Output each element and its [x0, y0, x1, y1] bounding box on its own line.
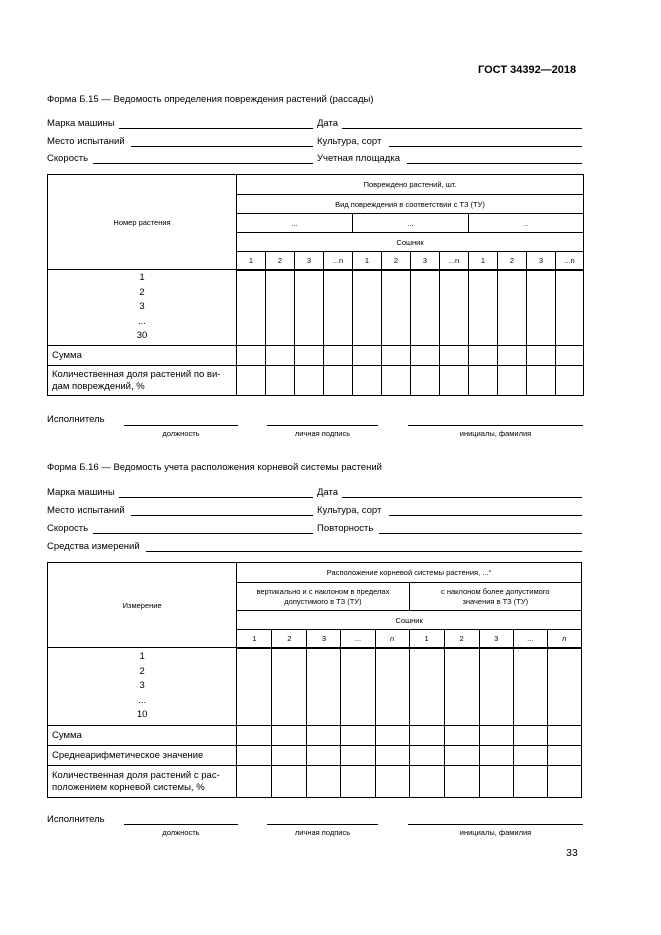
executor16-signature-caption: личная подпись — [294, 828, 351, 837]
executor15-position-caption: должность — [162, 429, 200, 438]
form15-coulter-num: 3 — [527, 252, 556, 270]
data-cell[interactable] — [479, 766, 513, 798]
form16-table — [47, 562, 582, 798]
form16-col-measurement: Измерение — [48, 563, 237, 648]
data-cell[interactable] — [237, 746, 272, 766]
data-cell[interactable] — [479, 648, 513, 726]
form15-plot-label: Учетная площадка — [317, 153, 400, 164]
form15-row-numbers — [48, 270, 237, 346]
form15-coulter-header: Сошник — [237, 233, 584, 252]
form16-coulter-num: 1 — [237, 630, 272, 648]
data-cell[interactable] — [272, 648, 307, 726]
form15-group-3: .. — [469, 214, 584, 233]
form16-coulter-num: ... — [341, 630, 375, 648]
data-cell[interactable] — [440, 366, 469, 396]
data-cell[interactable] — [341, 726, 375, 746]
data-cell[interactable] — [513, 726, 547, 746]
data-cell[interactable] — [295, 346, 324, 366]
data-cell[interactable] — [341, 766, 375, 798]
data-cell[interactable] — [307, 726, 341, 746]
data-cell[interactable] — [353, 270, 382, 346]
data-cell[interactable] — [409, 766, 444, 798]
form15-group-1: ... — [237, 214, 353, 233]
row-number: 30 — [136, 330, 148, 342]
form16-coulter-num: n — [547, 630, 581, 648]
data-cell[interactable] — [409, 648, 444, 726]
form15-group-2: ... — [353, 214, 469, 233]
data-cell[interactable] — [411, 366, 440, 396]
form15-damaged-header: Повреждено растений, шт. — [237, 175, 584, 195]
executor16-name-field[interactable] — [408, 824, 583, 825]
data-cell[interactable] — [375, 746, 409, 766]
data-cell[interactable] — [479, 726, 513, 746]
form15-sum-label: Сумма — [48, 346, 237, 366]
data-cell[interactable] — [295, 270, 324, 346]
executor15-name-field[interactable] — [408, 425, 583, 426]
form16-coulter-num: n — [375, 630, 409, 648]
form15-plot-field[interactable] — [407, 163, 582, 164]
data-cell[interactable] — [266, 366, 295, 396]
form15-machine-label: Марка машины — [47, 118, 115, 129]
form16-speed-label: Скорость — [47, 523, 89, 534]
executor15-position-field[interactable] — [124, 425, 238, 426]
data-cell[interactable] — [527, 346, 556, 366]
form16-place-label: Место испытаний — [47, 505, 125, 516]
form15-coulter-num: 2 — [266, 252, 295, 270]
data-cell[interactable] — [556, 366, 584, 396]
data-cell[interactable] — [266, 346, 295, 366]
form16-instruments-label: Средства измерений — [47, 541, 140, 552]
form15-coulter-num: 2 — [382, 252, 411, 270]
data-cell[interactable] — [375, 766, 409, 798]
data-cell[interactable] — [409, 726, 444, 746]
form16-group-b: с наклоном более допустимого значения в ТЗ (ТУ) — [409, 583, 581, 611]
row-number: 1 — [139, 651, 145, 663]
data-cell[interactable] — [237, 270, 266, 346]
data-cell[interactable] — [556, 270, 584, 346]
form16-machine-label: Марка машины — [47, 487, 115, 498]
data-cell[interactable] — [498, 270, 527, 346]
data-cell[interactable] — [353, 366, 382, 396]
row-number: 3 — [139, 301, 145, 313]
form15-crop-label: Культура, сорт — [317, 136, 382, 147]
data-cell[interactable] — [237, 366, 266, 396]
form15-executor-label: Исполнитель — [47, 414, 105, 425]
form16-executor-label: Исполнитель — [47, 814, 105, 825]
form16-crop-field[interactable] — [389, 515, 582, 516]
form16-repeat-field[interactable] — [379, 533, 582, 534]
executor16-position-field[interactable] — [124, 824, 238, 825]
row-number: ... — [138, 694, 147, 706]
data-cell[interactable] — [382, 366, 411, 396]
form15-crop-field[interactable] — [389, 146, 582, 147]
data-cell[interactable] — [498, 346, 527, 366]
form16-instruments-field[interactable] — [146, 551, 582, 552]
standard-number: ГОСТ 34392—2018 — [478, 64, 577, 76]
executor16-signature-field[interactable] — [267, 824, 378, 825]
form16-speed-field[interactable] — [93, 533, 313, 534]
form16-date-label: Дата — [317, 487, 339, 498]
data-cell[interactable] — [479, 746, 513, 766]
data-cell[interactable] — [324, 366, 353, 396]
row-number: 10 — [136, 709, 148, 721]
data-cell[interactable] — [469, 346, 498, 366]
data-cell[interactable] — [266, 270, 295, 346]
data-cell[interactable] — [444, 766, 479, 798]
form16-location-header: Расположение корневой системы растения, ...° — [237, 563, 582, 583]
data-cell[interactable] — [444, 726, 479, 746]
form16-coulter-num: 3 — [307, 630, 341, 648]
data-cell[interactable] — [411, 270, 440, 346]
executor16-position-caption: должность — [162, 828, 200, 837]
row-number: ... — [138, 315, 146, 327]
data-cell[interactable] — [444, 746, 479, 766]
form15-speed-label: Скорость — [47, 153, 89, 164]
form15-damage-type-header: Вид повреждения в соответствии с ТЗ (ТУ) — [237, 195, 584, 214]
data-cell[interactable] — [547, 746, 581, 766]
form16-coulter-num: 2 — [444, 630, 479, 648]
data-cell[interactable] — [341, 648, 375, 726]
executor15-signature-field[interactable] — [267, 425, 378, 426]
form15-coulter-num: 1 — [237, 252, 266, 270]
data-cell[interactable] — [411, 346, 440, 366]
data-cell[interactable] — [440, 346, 469, 366]
data-cell[interactable] — [409, 746, 444, 766]
form16-coulter-num: 3 — [479, 630, 513, 648]
form15-col-plant-number: Номер растения — [48, 175, 237, 270]
form16-coulter-header: Сошник — [237, 611, 582, 630]
data-cell[interactable] — [513, 766, 547, 798]
data-cell[interactable] — [375, 648, 409, 726]
page-number: 33 — [566, 847, 578, 859]
data-cell[interactable] — [375, 726, 409, 746]
data-cell[interactable] — [382, 270, 411, 346]
data-cell[interactable] — [324, 270, 353, 346]
data-cell[interactable] — [324, 346, 353, 366]
form16-date-field[interactable] — [342, 497, 582, 498]
form15-coulter-num: 1 — [469, 252, 498, 270]
row-number: 1 — [139, 272, 145, 284]
data-cell[interactable] — [547, 766, 581, 798]
form15-coulter-num: ...n — [440, 252, 469, 270]
form16-row-numbers — [48, 648, 237, 726]
form15-date-field[interactable] — [342, 128, 582, 129]
data-cell[interactable] — [307, 648, 341, 726]
data-cell[interactable] — [527, 270, 556, 346]
data-cell[interactable] — [547, 726, 581, 746]
form15-table — [47, 174, 584, 396]
data-cell[interactable] — [307, 766, 341, 798]
form15-share-label: Количественная доля растений по ви- дам повреждений, % — [48, 366, 237, 396]
form16-mean-label: Среднеарифметическое значение — [48, 746, 237, 766]
executor15-signature-caption: личная подпись — [294, 429, 351, 438]
data-cell[interactable] — [382, 346, 411, 366]
data-cell[interactable] — [237, 766, 272, 798]
form16-coulter-num: 2 — [272, 630, 307, 648]
form15-machine-field[interactable] — [119, 128, 313, 129]
form15-coulter-num: ...n — [556, 252, 584, 270]
data-cell[interactable] — [556, 346, 584, 366]
form16-sum-label: Сумма — [48, 726, 237, 746]
data-cell[interactable] — [237, 726, 272, 746]
data-cell[interactable] — [237, 648, 272, 726]
form16-crop-label: Культура, сорт — [317, 505, 382, 516]
row-number: 2 — [139, 665, 145, 677]
form15-coulter-num: 1 — [353, 252, 382, 270]
form16-title: Форма Б.16 — Ведомость учета расположения корневой системы растений — [47, 462, 382, 473]
executor16-name-caption: инициалы, фамилия — [459, 828, 532, 837]
data-cell[interactable] — [272, 746, 307, 766]
form15-date-label: Дата — [317, 118, 339, 129]
form16-coulter-num: 1 — [409, 630, 444, 648]
form16-coulter-num: ... — [513, 630, 547, 648]
executor15-name-caption: инициалы, фамилия — [459, 429, 532, 438]
form15-place-label: Место испытаний — [47, 136, 125, 147]
data-cell[interactable] — [295, 366, 324, 396]
row-number: 2 — [139, 286, 145, 298]
data-cell[interactable] — [353, 346, 382, 366]
data-cell[interactable] — [272, 766, 307, 798]
data-cell[interactable] — [444, 648, 479, 726]
data-cell[interactable] — [469, 270, 498, 346]
data-cell[interactable] — [513, 746, 547, 766]
data-cell[interactable] — [469, 366, 498, 396]
data-cell[interactable] — [237, 346, 266, 366]
data-cell[interactable] — [307, 746, 341, 766]
form15-coulter-num: 2 — [498, 252, 527, 270]
form16-repeat-label: Повторность — [317, 523, 374, 534]
row-number: 3 — [139, 680, 145, 692]
form16-share-label: Количественная доля растений с рас- положением корневой системы, % — [48, 766, 237, 798]
form15-coulter-num: 3 — [411, 252, 440, 270]
form15-speed-field[interactable] — [93, 163, 313, 164]
data-cell[interactable] — [527, 366, 556, 396]
data-cell[interactable] — [513, 648, 547, 726]
data-cell[interactable] — [272, 726, 307, 746]
form15-title: Форма Б.15 — Ведомость определения повреждения растений (рассады) — [47, 94, 374, 105]
form16-machine-field[interactable] — [119, 497, 313, 498]
form15-coulter-num: ...n — [324, 252, 353, 270]
form15-coulter-num: 3 — [295, 252, 324, 270]
form16-place-field[interactable] — [131, 515, 313, 516]
data-cell[interactable] — [498, 366, 527, 396]
form16-group-a: вертикально и с наклоном в пределах допустимого в ТЗ (ТУ) — [237, 583, 409, 611]
data-cell[interactable] — [341, 746, 375, 766]
data-cell[interactable] — [440, 270, 469, 346]
form15-place-field[interactable] — [131, 146, 313, 147]
data-cell[interactable] — [547, 648, 581, 726]
